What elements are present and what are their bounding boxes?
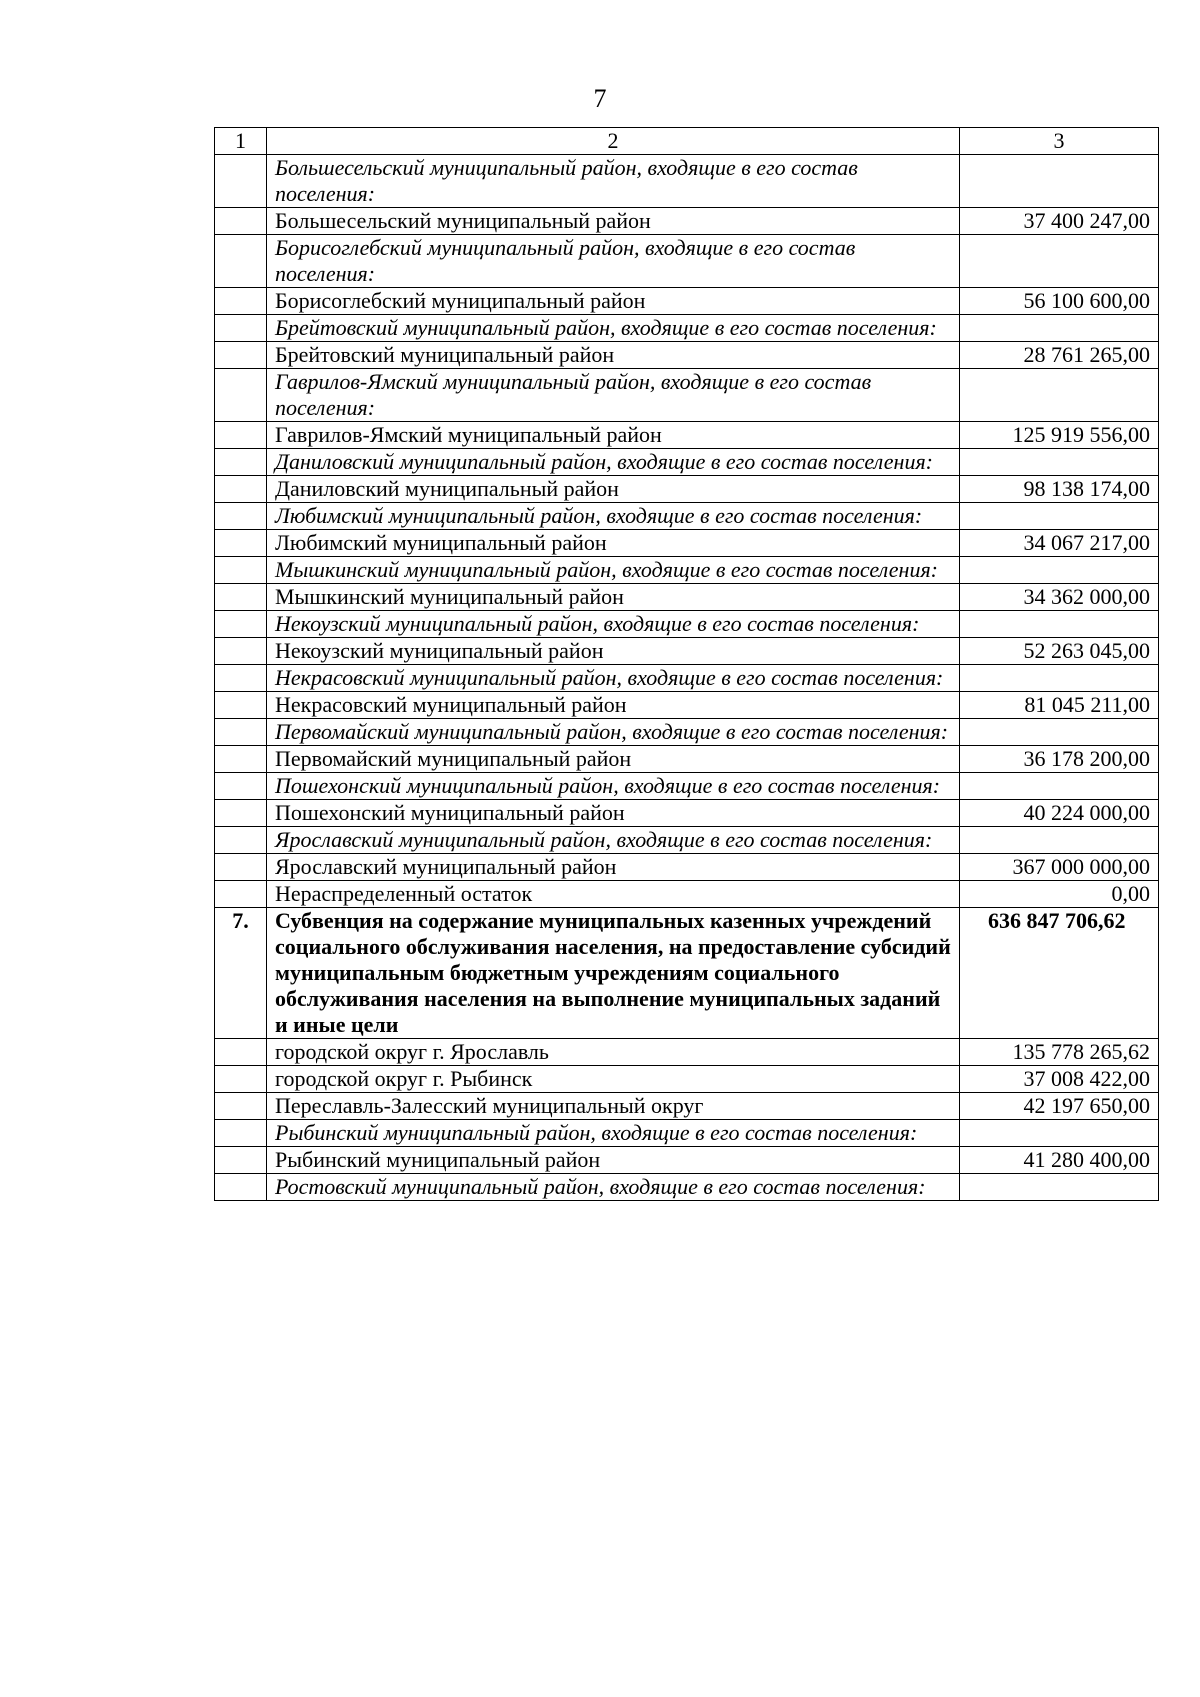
row-amount-cell: 36 178 200,00	[960, 746, 1159, 773]
row-description-cell: Любимский муниципальный район	[267, 530, 960, 557]
row-description-cell: Гаврилов-Ямский муниципальный район, входящие в его состав поселения:	[267, 369, 960, 422]
row-description-cell: Ярославский муниципальный район	[267, 854, 960, 881]
table-row	[215, 800, 1159, 827]
row-number-cell	[215, 719, 267, 746]
row-amount-cell	[960, 503, 1159, 530]
row-description-cell: Большесельский муниципальный район	[267, 208, 960, 235]
row-amount-cell: 37 008 422,00	[960, 1066, 1159, 1093]
row-amount-cell: 34 362 000,00	[960, 584, 1159, 611]
row-description-cell: Некрасовский муниципальный район, входящие в его состав поселения:	[267, 665, 960, 692]
subheading-row	[215, 1174, 1159, 1201]
row-amount-cell: 135 778 265,62	[960, 1039, 1159, 1066]
row-amount-cell: 42 197 650,00	[960, 1093, 1159, 1120]
row-description-cell: Мышкинский муниципальный район, входящие в его состав поселения:	[267, 557, 960, 584]
row-number-cell	[215, 235, 267, 288]
row-description-cell: Переславль-Залесский муниципальный округ	[267, 1093, 960, 1120]
subheading-row	[215, 449, 1159, 476]
row-description-cell: Некоузский муниципальный район, входящие в его состав поселения:	[267, 611, 960, 638]
subheading-row	[215, 315, 1159, 342]
table-row	[215, 638, 1159, 665]
row-description-cell: Некоузский муниципальный район	[267, 638, 960, 665]
row-number-cell	[215, 665, 267, 692]
header-col-2: 2	[267, 128, 960, 155]
table-row	[215, 208, 1159, 235]
table-row	[215, 476, 1159, 503]
row-number-cell	[215, 881, 267, 908]
row-amount-cell	[960, 449, 1159, 476]
row-description-cell: Борисоглебский муниципальный район	[267, 288, 960, 315]
row-description-cell: Большесельский муниципальный район, входящие в его состав поселения:	[267, 155, 960, 208]
row-description-cell: Даниловский муниципальный район	[267, 476, 960, 503]
row-number-cell: 7.	[215, 908, 267, 1039]
table-row	[215, 584, 1159, 611]
row-amount-cell: 636 847 706,62	[960, 908, 1159, 1039]
row-description-cell: Любимский муниципальный район, входящие в его состав поселения:	[267, 503, 960, 530]
row-amount-cell: 34 067 217,00	[960, 530, 1159, 557]
table-row	[215, 854, 1159, 881]
row-amount-cell: 52 263 045,00	[960, 638, 1159, 665]
row-number-cell	[215, 449, 267, 476]
row-description-cell: Даниловский муниципальный район, входящие в его состав поселения:	[267, 449, 960, 476]
table-row	[215, 530, 1159, 557]
row-number-cell	[215, 530, 267, 557]
row-description-cell: Рыбинский муниципальный район, входящие в его состав поселения:	[267, 1120, 960, 1147]
row-description-cell: Гаврилов-Ямский муниципальный район	[267, 422, 960, 449]
subheading-row	[215, 611, 1159, 638]
subheading-row	[215, 827, 1159, 854]
row-amount-cell: 37 400 247,00	[960, 208, 1159, 235]
row-amount-cell	[960, 235, 1159, 288]
table-row	[215, 881, 1159, 908]
row-number-cell	[215, 1120, 267, 1147]
row-number-cell	[215, 1093, 267, 1120]
row-amount-cell	[960, 155, 1159, 208]
row-description-cell: Некрасовский муниципальный район	[267, 692, 960, 719]
allocation-table	[214, 127, 1159, 1201]
row-number-cell	[215, 369, 267, 422]
row-amount-cell: 0,00	[960, 881, 1159, 908]
row-amount-cell: 28 761 265,00	[960, 342, 1159, 369]
row-number-cell	[215, 1039, 267, 1066]
row-description-cell: Ростовский муниципальный район, входящие в его состав поселения:	[267, 1174, 960, 1201]
row-number-cell	[215, 503, 267, 530]
row-number-cell	[215, 638, 267, 665]
row-number-cell	[215, 1066, 267, 1093]
table-row	[215, 1039, 1159, 1066]
row-number-cell	[215, 208, 267, 235]
row-description-cell: Борисоглебский муниципальный район, входящие в его состав поселения:	[267, 235, 960, 288]
subheading-row	[215, 369, 1159, 422]
header-col-3: 3	[960, 128, 1159, 155]
row-number-cell	[215, 692, 267, 719]
row-description-cell: Субвенция на содержание муниципальных казенных учреждений социального обслуживания населения, на предоставление субсидий муниципальным бюджетным учреждениям социального обслуживания населения на выполнение муниципальных заданий и иные цели	[267, 908, 960, 1039]
table-row	[215, 692, 1159, 719]
row-number-cell	[215, 827, 267, 854]
row-amount-cell	[960, 557, 1159, 584]
row-description-cell: городской округ г. Ярославль	[267, 1039, 960, 1066]
row-number-cell	[215, 315, 267, 342]
subheading-row	[215, 773, 1159, 800]
row-description-cell: Первомайский муниципальный район, входящие в его состав поселения:	[267, 719, 960, 746]
table-header-row	[215, 128, 1159, 155]
subheading-row	[215, 719, 1159, 746]
row-description-cell: Мышкинский муниципальный район	[267, 584, 960, 611]
row-number-cell	[215, 773, 267, 800]
row-amount-cell	[960, 315, 1159, 342]
row-amount-cell	[960, 1174, 1159, 1201]
row-amount-cell: 81 045 211,00	[960, 692, 1159, 719]
table-row	[215, 1093, 1159, 1120]
subheading-row	[215, 503, 1159, 530]
row-number-cell	[215, 155, 267, 208]
row-number-cell	[215, 584, 267, 611]
row-description-cell: Пошехонский муниципальный район	[267, 800, 960, 827]
row-description-cell: Первомайский муниципальный район	[267, 746, 960, 773]
row-description-cell: городской округ г. Рыбинск	[267, 1066, 960, 1093]
section-row	[215, 908, 1159, 1039]
row-description-cell: Ярославский муниципальный район, входящие в его состав поселения:	[267, 827, 960, 854]
row-amount-cell: 56 100 600,00	[960, 288, 1159, 315]
header-col-1: 1	[215, 128, 267, 155]
row-amount-cell: 41 280 400,00	[960, 1147, 1159, 1174]
subheading-row	[215, 557, 1159, 584]
table-row	[215, 342, 1159, 369]
table-row	[215, 422, 1159, 449]
table-row	[215, 288, 1159, 315]
row-description-cell: Рыбинский муниципальный район	[267, 1147, 960, 1174]
row-description-cell: Брейтовский муниципальный район	[267, 342, 960, 369]
subheading-row	[215, 155, 1159, 208]
row-amount-cell: 125 919 556,00	[960, 422, 1159, 449]
row-number-cell	[215, 476, 267, 503]
row-number-cell	[215, 342, 267, 369]
row-number-cell	[215, 746, 267, 773]
subheading-row	[215, 1120, 1159, 1147]
table-body	[215, 128, 1159, 1201]
row-description-cell: Нераспределенный остаток	[267, 881, 960, 908]
table-row	[215, 1066, 1159, 1093]
row-amount-cell	[960, 665, 1159, 692]
subheading-row	[215, 235, 1159, 288]
table-row	[215, 1147, 1159, 1174]
row-amount-cell: 98 138 174,00	[960, 476, 1159, 503]
row-amount-cell	[960, 773, 1159, 800]
page-number: 7	[593, 84, 607, 113]
row-amount-cell	[960, 1120, 1159, 1147]
row-number-cell	[215, 611, 267, 638]
row-amount-cell	[960, 827, 1159, 854]
row-amount-cell: 40 224 000,00	[960, 800, 1159, 827]
row-amount-cell	[960, 611, 1159, 638]
row-amount-cell	[960, 369, 1159, 422]
row-number-cell	[215, 800, 267, 827]
row-number-cell	[215, 1147, 267, 1174]
row-number-cell	[215, 1174, 267, 1201]
row-number-cell	[215, 557, 267, 584]
row-description-cell: Пошехонский муниципальный район, входящие в его состав поселения:	[267, 773, 960, 800]
subheading-row	[215, 665, 1159, 692]
row-amount-cell: 367 000 000,00	[960, 854, 1159, 881]
table-row	[215, 746, 1159, 773]
row-number-cell	[215, 288, 267, 315]
row-description-cell: Брейтовский муниципальный район, входящие в его состав поселения:	[267, 315, 960, 342]
row-amount-cell	[960, 719, 1159, 746]
row-number-cell	[215, 422, 267, 449]
row-number-cell	[215, 854, 267, 881]
